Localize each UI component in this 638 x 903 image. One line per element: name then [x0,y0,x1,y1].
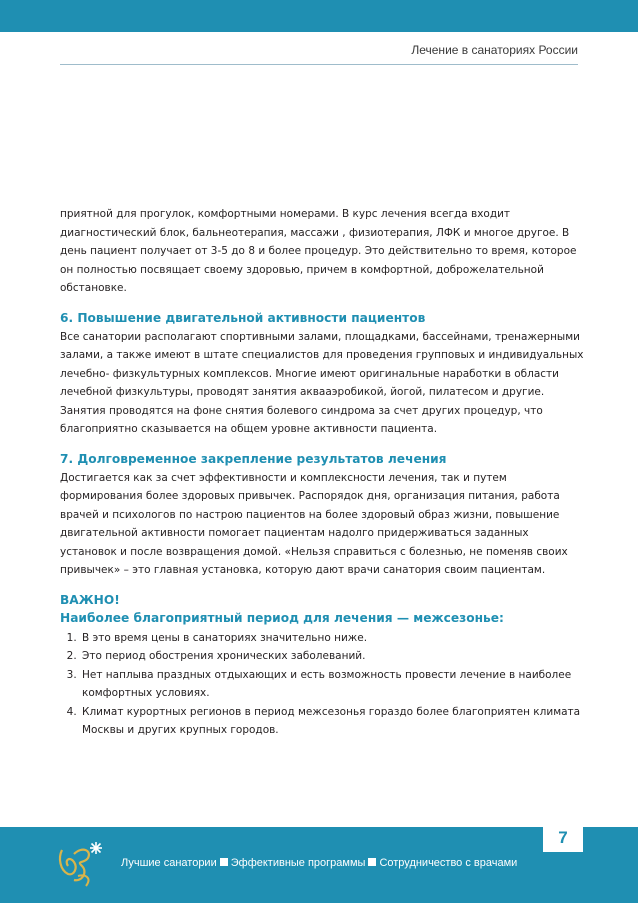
list-item: 3. Нет наплыва праздных отдыхающих и есть возможность провести лечение в наиболее комфортных условиях. [80,666,585,703]
square-bullet-icon [220,858,228,866]
section-6-heading: 6. Повышение двигательной активности пациентов [60,310,426,325]
top-color-bar [0,0,638,32]
logo-icon [52,836,108,890]
square-bullet-icon [368,858,376,866]
footer-item-effective-programs: Эффективные программы [230,857,366,869]
important-list [60,629,585,740]
intro-paragraph: приятной для прогулок, комфортными номерами. В курс лечения всегда входит диагностический блок, бальнеотерапия, массажи , физиотерапия, ЛФК и многое другое. В день пациент получает от 3-5 до 8 и более процедур. Это действительно то время, которое он полностью посвящает своему здоровью, причем в комфортной, доброжелательной обстановке. [60,208,577,294]
important-label: ВАЖНО! [60,592,120,607]
header-title: Лечение в санаториях России [411,43,578,57]
main-content [60,205,585,740]
footer-item-cooperation-doctors: Сотрудничество с врачами [379,857,518,869]
list-item: 4. Климат курортных регионов в период межсезонья гораздо более благоприятен климата Москвы и других крупных городов. [80,703,585,740]
list-item: 2. Это период обострения хронических заболеваний. [80,647,585,666]
header-divider [60,64,578,65]
section-7-paragraph: Достигается как за счет эффективности и комплексности лечения, так и путем формирования более здоровых привычек. Распорядок дня, организация питания, работа врачей и психологов по настрою пациентов на более здоровый образ жизни, повышение двигательной активности помогает пациентам надолго придерживаться заданных установок и после возвращения домой. «Нельзя справиться с болезнью, не поменяв своих привычек» – это главная установка, которую дают врачи санатория своим пациентам. [60,471,568,576]
page-number: 7 [543,826,583,852]
section-6-paragraph: Все санатории располагают спортивными залами, площадками, бассейнами, тренажерными залами, а также имеют в штате специалистов для проведения групповых и индивидуальных лечебно- физкультурных комплексов. Многие имеют оригинальные наработки в области лечебной физкультуры, проводят занятия аквааэробикой, йогой, пилатесом и другие. Занятия проводятся на фоне снятия болевого синдрома за счет других процедур, что благоприятно сказывается на общем уровне активности пациента. [60,330,584,435]
important-title: Наиболее благоприятный период для лечения — межсезонье: [60,610,504,625]
footer-tagline [121,857,517,869]
list-item: 1. В это время цены в санаториях значительно ниже. [80,629,585,648]
section-7-heading: 7. Долговременное закрепление результатов лечения [60,451,447,466]
footer-item-best-sanatoriums: Лучшие санатории [121,857,217,869]
